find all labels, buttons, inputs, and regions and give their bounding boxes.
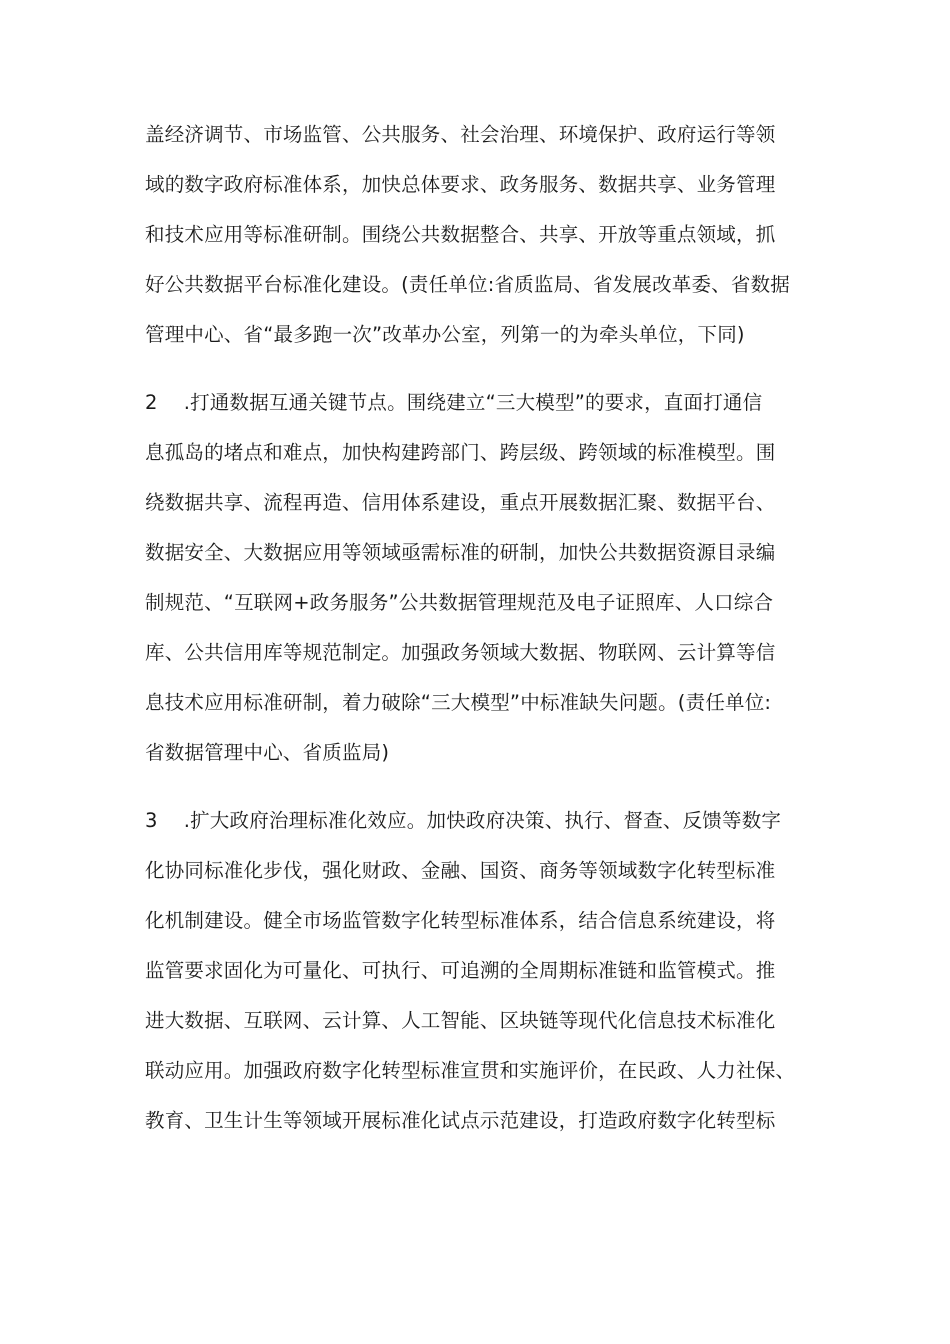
text-line: 化协同标准化步伐，强化财政、金融、国资、商务等领域数字化转型标准: [145, 859, 776, 882]
text-line: 域的数字政府标准体系，加快总体要求、政务服务、数据共享、业务管理: [145, 173, 776, 196]
text-line: 绕数据共享、流程再造、信用体系建设，重点开展数据汇聚、数据平台、: [145, 491, 776, 514]
text-line: 监管要求固化为可量化、可执行、可追溯的全周期标准链和监管模式。推: [145, 959, 776, 982]
text-line: 进大数据、互联网、云计算、人工智能、区块链等现代化信息技术标准化: [145, 1009, 776, 1032]
text-line: 教育、卫生计生等领域开展标准化试点示范建设，打造政府数字化转型标: [145, 1109, 776, 1132]
text-line: 息孤岛的堵点和难点，加快构建跨部门、跨层级、跨领域的标准模型。围: [145, 441, 776, 464]
text-line: 制规范、“互联网+政务服务”公共数据管理规范及电子证照库、人口综合: [145, 591, 774, 614]
text-line: 和技术应用等标准研制。围绕公共数据整合、共享、开放等重点领域，抓: [145, 223, 776, 246]
text-line: 管理中心、省“最多跑一次”改革办公室，列第一的为牵头单位，下同): [145, 323, 745, 346]
text-line: 库、公共信用库等规范制定。加强政务领域大数据、物联网、云计算等信: [145, 641, 776, 664]
text-line: 盖经济调节、市场监管、公共服务、社会治理、环境保护、政府运行等领: [145, 123, 776, 146]
text-line: 2 .打通数据互通关键节点。围绕建立“三大模型”的要求，直面打通信: [145, 391, 763, 414]
text-line: 3 .扩大政府治理标准化效应。加快政府决策、执行、督查、反馈等数字: [145, 809, 782, 832]
text-line: 化机制建设。健全市场监管数字化转型标准体系，结合信息系统建设，将: [145, 909, 776, 932]
text-line: 息技术应用标准研制，着力破除“三大模型”中标准缺失问题。(责任单位:: [145, 691, 772, 714]
text-line: 联动应用。加强政府数字化转型标准宣贯和实施评价，在民政、人力社保、: [145, 1059, 796, 1082]
text-line: 好公共数据平台标准化建设。(责任单位:省质监局、省发展改革委、省数据: [145, 273, 790, 296]
text-line: 省数据管理中心、省质监局): [145, 741, 390, 764]
text-line: 数据安全、大数据应用等领域亟需标准的研制，加快公共数据资源目录编: [145, 541, 776, 564]
